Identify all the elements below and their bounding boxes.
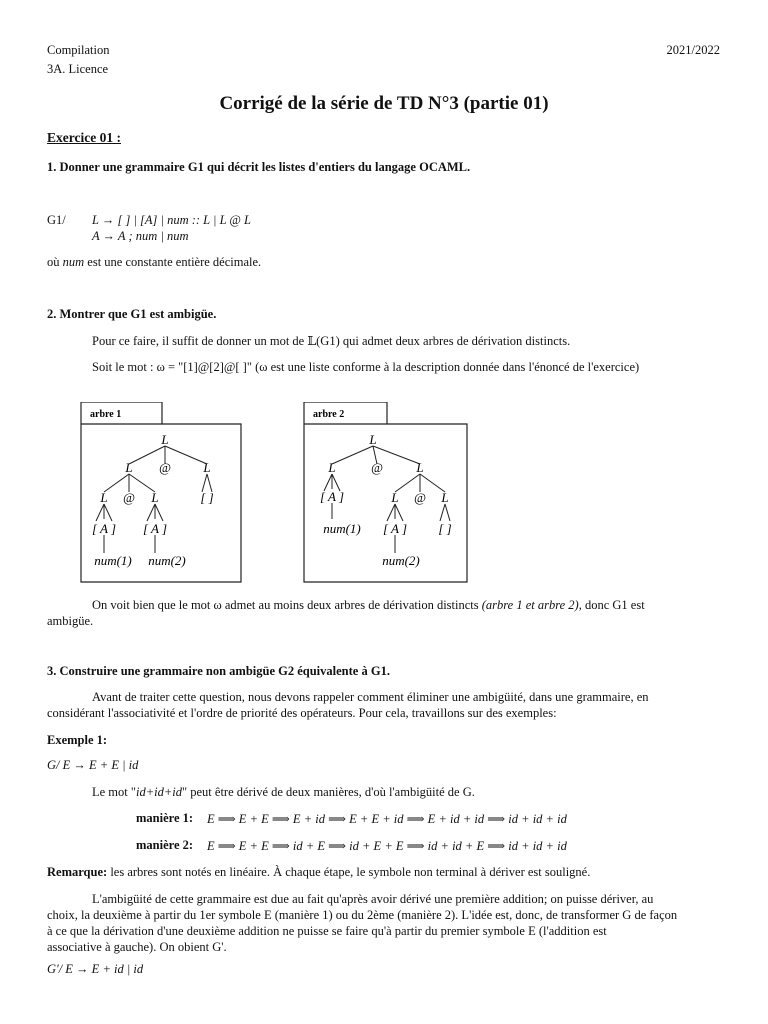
way-1-derivation: E ⟹ E + E ⟹ E + id ⟹ E + E + id ⟹ E + id + id ⟹ id + id + id [207,812,567,826]
tree-2-node: L [441,490,449,505]
ambiguity-paragraph-line-1: L'ambigüité de cette grammaire est due au fait qu'après avoir dérivé une première addition; on puisse dériver, au [92,892,654,906]
course-level: 3A. Licence [47,62,109,76]
tree-1-node: L [151,490,159,505]
q2-paragraph-1: Pour ce faire, il suffit de donner un mot de 𝕃(G1) qui admet deux arbres de dérivation distincts. [92,334,571,348]
example-1-word: Le mot "id+id+id" peut être dérivé de deux manières, d'où l'ambigüité de G. [92,785,475,799]
tree-1-node: num(2) [148,553,186,568]
tree-2-node: num(2) [382,553,420,568]
grammar-g-prime: G'/ E → E + id | id [47,962,144,976]
tree-1-node: L [125,460,133,475]
tree-1-node: @ [123,490,135,505]
q2-conclusion-end: ambigüe. [47,614,94,628]
remark: Remarque: les arbres sont notés en linéaire. À chaque étape, le symbole non terminal à dériver est souligné. [47,865,591,879]
academic-year: 2021/2022 [666,43,720,57]
tree-2-node: L [328,460,336,475]
g1-rule-1: L → [ ] | [A] | num :: L | L @ L [92,213,252,227]
g1-label: G1/ [47,213,66,227]
ambiguity-paragraph-line-4: associative à gauche). On obient G'. [47,940,227,954]
way-2-derivation: E ⟹ E + E ⟹ id + E ⟹ id + E + E ⟹ id + id + E ⟹ id + id + id [207,839,567,853]
g1-rule-2: A → A ; num | num [92,229,189,243]
question-1: 1. Donner une grammaire G1 qui décrit les listes d'entiers du langage OCAML. [47,160,471,174]
tree-1-node: [ ] [200,490,214,505]
tree-2-node: [ ] [438,521,452,536]
q2-paragraph-2: Soit le mot : ω = "[1]@[2]@[ ]" (ω est une liste conforme à la description donnée dans l'énoncé de l'exercice) [92,360,640,374]
example-1-title: Exemple 1: [47,733,108,747]
exercise-heading: Exercice 01 : [47,130,121,145]
derivation-tree-2 [302,402,470,585]
example-1-grammar: G/ E → E + E | id [47,758,139,772]
q2-conclusion: On voit bien que le mot ω admet au moins deux arbres de dérivation distincts (arbre 1 et arbre 2), donc G1 est [92,598,645,612]
tree-2-node: [ A ] [382,521,408,536]
tree-1-node: [ A ] [142,521,168,536]
tree-2-node: L [369,432,377,447]
q3-paragraph-line-1: Avant de traiter cette question, nous devons rappeler comment éliminer une ambigüité, dans une grammaire, en [92,690,649,704]
tree-2-node: [ A ] [319,489,345,504]
way-2-label: manière 2: [136,838,194,852]
tree-2-node: @ [371,460,383,475]
tree-2-node: num(1) [323,521,361,536]
q3-paragraph-line-2: considérant l'associativité et l'ordre de priorité des opérateurs. Pour cela, travaillons sur des exemples: [47,706,557,720]
question-3: 3. Construire une grammaire non ambigüe G2 équivalente à G1. [47,664,390,678]
tree-1-node: [ A ] [91,521,117,536]
ambiguity-paragraph-line-3: à ce que la dérivation d'une deuxième addition ne puisse se faire qu'à partir du premier symbole E (l'addition est [47,924,607,938]
g1-note: où num est une constante entière décimale. [47,255,262,269]
ambiguity-paragraph-line-2: choix, la deuxième à partir du 1er symbole E (manière 1) ou du 2ème (manière 2). L'idée est, donc, de transformer G de façon [47,908,678,922]
derivation-tree-1 [79,402,244,585]
question-2: 2. Montrer que G1 est ambigüe. [47,307,217,321]
tree-2-node: L [416,460,424,475]
tree-2-node: @ [414,490,426,505]
tree-2-label: arbre 2 [313,409,345,420]
tree-1-node: L [203,460,211,475]
course-name: Compilation [47,43,110,57]
tree-2-node: L [391,490,399,505]
tree-1-node: num(1) [94,553,132,568]
tree-1-label: arbre 1 [90,409,122,420]
way-1-label: manière 1: [136,811,194,825]
tree-1-node: L [100,490,108,505]
tree-1-node: @ [159,460,171,475]
page-title: Corrigé de la série de TD N°3 (partie 01) [219,93,549,114]
tree-1-node: L [161,432,169,447]
